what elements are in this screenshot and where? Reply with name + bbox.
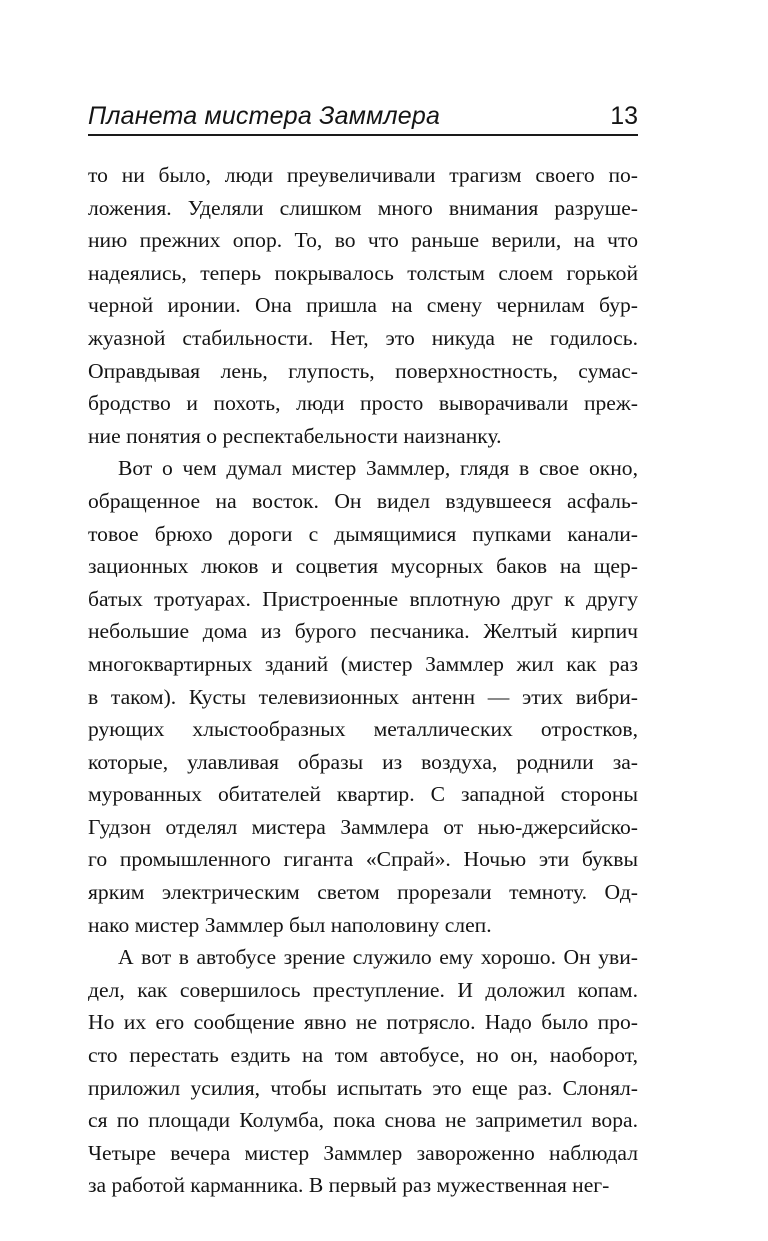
text-line: Оправдывая лень, глупость, поверхностность, сумас- bbox=[88, 358, 638, 383]
body-text bbox=[88, 159, 638, 1202]
text-line: надеялись, теперь покрывалось толстым слоем горькой bbox=[88, 260, 638, 285]
text-line: Гудзон отделял мистера Заммлера от нью-джерсийско- bbox=[88, 814, 638, 839]
text-line: зационных люков и соцветия мусорных баков на щер- bbox=[88, 554, 638, 579]
text-line: нако мистер Заммлер был наполовину слеп. bbox=[88, 912, 492, 937]
running-title: Планета мистера Заммлера bbox=[88, 102, 441, 130]
text-line: батых тротуарах. Пристроенные вплотную друг к другу bbox=[88, 586, 638, 611]
text-line: за работой карманника. В первый раз мужественная нег- bbox=[88, 1173, 610, 1198]
text-line: ся по площади Колумба, пока снова не заприметил вора. bbox=[88, 1108, 638, 1133]
text-line: ние понятия о респектабельности наизнанку. bbox=[88, 423, 502, 448]
page-number: 13 bbox=[610, 102, 638, 130]
running-header bbox=[88, 98, 638, 136]
text-line: Четыре вечера мистер Заммлер завороженно наблюдал bbox=[88, 1140, 638, 1165]
paragraph bbox=[88, 159, 638, 452]
text-line: товое брюхо дороги с дымящимися пупками канали- bbox=[88, 521, 638, 546]
text-line: го промышленного гиганта «Спрай». Ночью эти буквы bbox=[88, 847, 638, 872]
text-line: нию прежних опор. То, во что раньше верили, на что bbox=[88, 228, 638, 253]
text-line: ложения. Уделяли слишком много внимания разруше- bbox=[88, 195, 638, 220]
text-line: сто перестать ездить на том автобусе, но он, наоборот, bbox=[88, 1043, 638, 1068]
text-line: которые, улавливая образы из воздуха, роднили за- bbox=[88, 749, 638, 774]
text-line: мурованных обитателей квартир. С западной стороны bbox=[88, 782, 638, 807]
paragraph bbox=[88, 452, 638, 941]
text-line: обращенное на восток. Он видел вздувшееся асфаль- bbox=[88, 488, 638, 513]
text-line: черной иронии. Она пришла на смену чернилам бур- bbox=[88, 293, 638, 318]
text-line: жуазной стабильности. Нет, это никуда не годилось. bbox=[88, 325, 638, 350]
text-line: в таком). Кусты телевизионных антенн — этих вибри- bbox=[88, 684, 638, 709]
text-line: А вот в автобусе зрение служило ему хорошо. Он уви- bbox=[118, 945, 638, 970]
text-line: то ни было, люди преувеличивали трагизм своего по- bbox=[88, 163, 638, 187]
text-line: ярким электрическим светом прорезали темноту. Од- bbox=[88, 880, 638, 905]
paragraph bbox=[88, 941, 638, 1202]
text-line: небольшие дома из бурого песчаника. Желтый кирпич bbox=[88, 619, 638, 644]
text-line: бродство и похоть, люди просто выворачивали преж- bbox=[88, 391, 638, 416]
text-line: дел, как совершилось преступление. И доложил копам. bbox=[88, 977, 638, 1002]
text-line: рующих хлыстообразных металлических отростков, bbox=[88, 717, 638, 742]
text-line: приложил усилия, чтобы испытать это еще раз. Слонял- bbox=[88, 1075, 638, 1100]
text-line: Но их его сообщение явно не потрясло. Надо было про- bbox=[88, 1010, 638, 1035]
text-line: многоквартирных зданий (мистер Заммлер жил как раз bbox=[88, 651, 638, 676]
text-line: Вот о чем думал мистер Заммлер, глядя в свое окно, bbox=[118, 456, 638, 481]
